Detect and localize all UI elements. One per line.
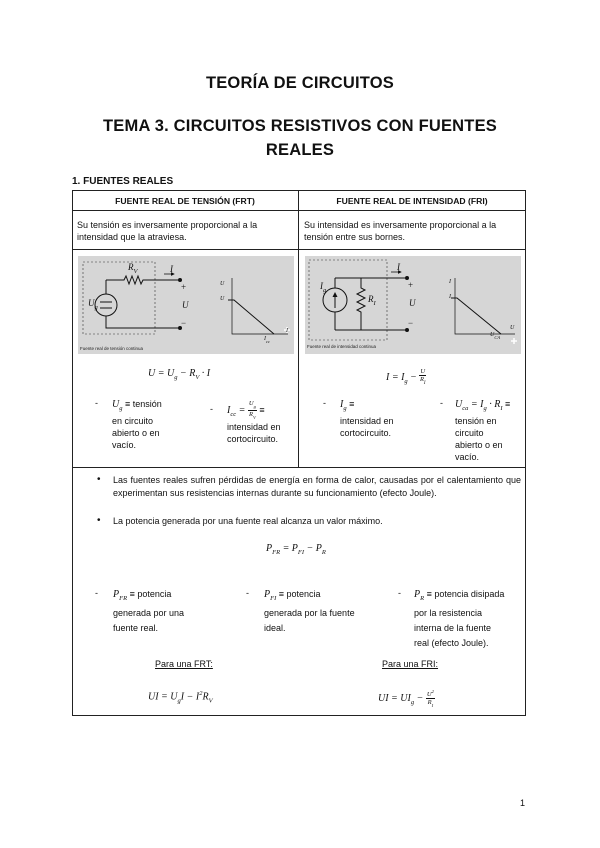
power-equation: $P_{FR} = P_{FI} - P_R$	[266, 543, 326, 556]
def-uca: $U_{ca} = I_g \cdot R_I$ ≡ tensión en circuito abierto o en vacío.	[455, 399, 511, 462]
fri-label-plus: +	[408, 280, 414, 290]
fri-axis-ig: I	[449, 294, 451, 300]
def-pfi: $P_{FI}$ ≡ potencia generada por la fuente ideal.	[264, 589, 355, 633]
fri-axis-uca: $U_{CA}$	[490, 332, 501, 340]
section-heading: 1. FUENTES REALES	[72, 176, 174, 187]
frt-figure-caption: Fuente real de tensión continua	[80, 346, 144, 351]
bullet-max-power: • La potencia generada por una fuente real alcanza un valor máximo.	[113, 515, 521, 528]
label-fri: Para una FRI:	[382, 659, 439, 669]
def-icc-dash: -	[210, 404, 213, 414]
frt-label-minus: −	[181, 318, 187, 328]
def-pfr: $P_{FR}$ ≡ potencia generada por una fuente real.	[113, 589, 185, 633]
def-ug: $U_g$ ≡ tensión en circuito abierto o en vacío.	[112, 399, 162, 450]
fri-label-ig: $I_g$	[320, 281, 327, 294]
fri-figure-caption: Fuente real de intensidad continua	[307, 344, 377, 349]
frt-equation: $U = U_g - R_V \cdot I$	[148, 368, 211, 381]
def-ig-dash: -	[323, 398, 326, 408]
frt-axis-ug: U	[220, 296, 225, 302]
fri-power-equation: UI = $UI_g$ − $\frac{U^2}{R_I}$	[378, 689, 434, 709]
table-divider-desc	[72, 249, 526, 250]
header-fri: FUENTE REAL DE INTENSIDAD (FRI)	[336, 196, 488, 206]
def-icc: $I_{cc}$ = $\frac{U_g}{R_V}$ ≡ intensidad en cortocircuito.	[227, 400, 281, 444]
desc-fri: Su intensidad es inversamente proporcional a la tensión entre sus bornes.	[304, 220, 497, 242]
document-subtitle: TEMA 3. CIRCUITOS RESISTIVOS CON FUENTES REALES	[103, 117, 497, 159]
fri-axis-u: U	[510, 325, 515, 331]
def-uca-dash: -	[440, 398, 443, 408]
def-pfr-dash: -	[95, 588, 98, 598]
desc-frt: Su tensión es inversamente proporcional a la intensidad que la atraviesa.	[77, 220, 258, 242]
frt-axis-icc: $I_{cc}$	[264, 336, 270, 344]
def-pr-dash: -	[398, 588, 401, 598]
table-divider-header	[72, 210, 526, 211]
fri-label-ri: $R_I$	[368, 294, 376, 307]
def-ig: $I_g$ ≡ intensidad en cortocircuito.	[340, 399, 394, 438]
fri-equation: $I = I_g$ − $\frac{U}{R_I}$	[386, 368, 426, 386]
fri-label-minus: −	[408, 318, 414, 328]
frt-label-plus: +	[181, 282, 187, 292]
document-title: TEORÍA DE CIRCUITOS	[205, 74, 395, 92]
fri-label-u: U	[409, 298, 416, 308]
fri-axis-i: I	[449, 279, 451, 285]
frt-axis-u: U	[220, 281, 225, 287]
label-frt: Para una FRT:	[155, 659, 213, 669]
table-divider-lower	[72, 467, 526, 468]
header-frt: FUENTE REAL DE TENSIÓN (FRT)	[115, 196, 255, 206]
frt-label-rv: $R_V$	[128, 262, 138, 275]
bullet-joule: • Las fuentes reales sufren pérdidas de energía en forma de calor, causadas por el calentamiento que experimentan sus resistencias internas durante su funcionamiento (efecto Joule).	[113, 474, 521, 499]
frt-label-ug: $U_g$	[88, 298, 98, 311]
frt-axis-i: I	[286, 328, 288, 334]
page-number: 1	[520, 798, 526, 808]
frt-label-i: I	[170, 264, 173, 274]
def-ug-dash: -	[95, 398, 98, 408]
frt-label-u: U	[182, 300, 189, 310]
frt-power-equation: UI = $U_gI - I^2R_V$	[148, 690, 213, 705]
def-pfi-dash: -	[246, 588, 249, 598]
def-pr: $P_R$ ≡ potencia disipada por la resistencia interna de la fuente real (efecto Joule).	[414, 589, 505, 648]
fri-label-i: I	[397, 262, 400, 272]
